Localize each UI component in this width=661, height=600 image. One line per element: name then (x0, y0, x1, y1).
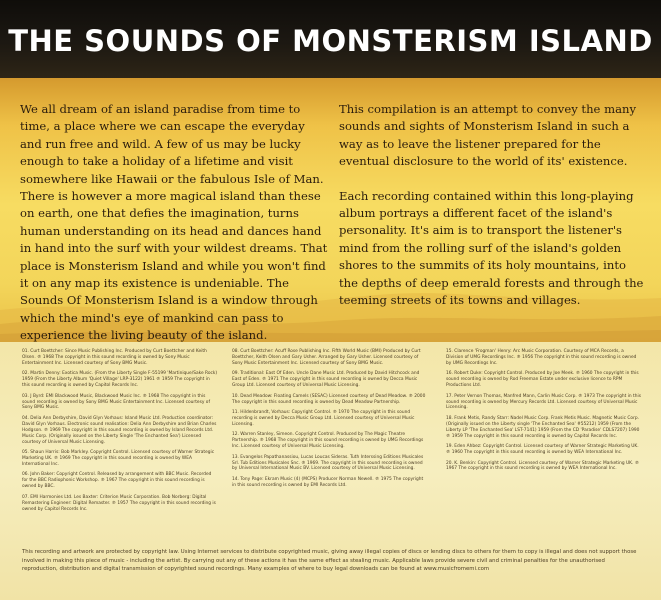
track-credit: 08. Curt Boettcher: Acuff Rose Publishing Inc. Fifth World Music (BMI) Produced by Curt Boettcher, Keith Olsen and Gary Usher. Arranged by Gary Usher. Licensed courtesy of Sony Music Entertainment Inc. Licensed courtesy of Sony BMG Music. (232, 349, 421, 366)
track-credit: 09. Traditional: East Of Eden. Uncle Dane Music Ltd. Produced by David Hitchcock and East of Eden. ℗ 1971 The copyright in this sound recording is owned by Decca Music Group Ltd. Licensed courtesy of Universal Music Licensing. (232, 371, 420, 389)
track-credit: 19. Eden Ahbez: Copyright Control. Licensed courtesy of Warner Strategic Marketing UK. ℗ 1960 The copyright in this sound recording is owned by WEA International Inc. (446, 444, 639, 456)
intro-left-column (20, 101, 329, 342)
credits-column-2 (232, 349, 428, 493)
track-credit: 14. Tony Page: Ekram Music (4) (MCPS) Producer Norman Newell. ℗ 1975 The copyright in this sound recording is owned by EMI Records Ltd. (232, 476, 424, 488)
track-credit: 03. J Byrd: EMI Blackwood Music, Blackwood Music Inc. ℗ 1968 The copyright in this sound recording is owned by Sony BMG Music Entertainment Inc. Licensed courtesy of Sony BMG Music. (22, 393, 210, 411)
track-credits-panel (0, 342, 661, 600)
intro-paragraph: We all dream of an island paradise from time to time, a place where we can escape the everyday and run free and wild. A few of us may be lucky enough to take a holiday of a lifetime and visit somewhere like Hawaii or the fabulous Isle of Man. There is however a more magical island than these on earth, one that defies the imagination, turns human understanding on its head and dances hand in hand into the surf with your wildest dreams. That place is Monsterism Island and while you won't find it on any map its existence is undeniable. The Sounds Of Monsterism Island is a window through which the mind's eye of mankind can pass to experience the living beauty of the island. (20, 102, 328, 342)
credits-column-3 (446, 349, 642, 477)
track-credit: 15. Clarence 'Frogman' Henry: Arc Music Corporation. Courtesy of MCA Records, a Division of UMG Recordings Inc. ℗ 1956 The copyright in this sound recording is owned by UMG Recordings Inc. (446, 349, 637, 366)
track-credit: 05. Shaun Harris: Bob Markley. Copyright Control. Licensed courtesy of Warner Strategic Marketing UK. ℗ 1969 The copyright in this sound recording is owned by WEA International Inc. (22, 450, 215, 467)
track-credit: 02. Martin Denny: Exotica Music. (From the Liberty Single F-55199 'Martinique/Sake Rock) 1959 (From the Liberty Album 'Quiet Village' LRP-3122) 1961 ℗ 1959 The copyright in this sound recording is owned by Capitol Records Inc. (22, 371, 218, 389)
page-title: THE SOUNDS OF MONSTERISM ISLAND (8, 24, 653, 58)
track-credit: 04. Delia Ann Derbyshire, David Glyn Vorhaus: Island Music Ltd. Production coordinator: David Glyn Vorhaus. Electronic sound realisation: Delia Ann Derbyshire and Brian Charles Hodgson. ℗ 1969 The copyright in this sound recording is owned by Island Records Ltd. Music Corp. (Originally issued on the Liberty Single 'The Enchanted Sea') Licensed courtesy of Universal Music Licensing. (22, 415, 217, 445)
track-credit: 13. Evangelos Papathanassiou, Lucas Loucas Sideras. Tuth Interssing Editions Musicales Srl. Tub Editions Musicales Snc. ℗ 1969. The copyright in this sound recording is owned by Universal International Music BV. Licensed courtesy of Universal Music Licensing. (232, 454, 424, 472)
track-credit: 20. K. Benkin: Copyright Control. Licensed courtesy of Warner Strategic Marketing UK. ℗ 1967 The copyright in this sound recording is owned by WEA International Inc. (446, 460, 640, 472)
intro-right-column (339, 101, 644, 309)
intro-paragraph: Each recording contained within this long-playing album portrays a different facet of the island's personality. It's aim is to transport the listener's mind from the rolling surf of the island's golden shores to the summits of its holy mountains, into the depths of deep emerald forests and through the teeming streets of its towns and villages. (339, 188, 644, 308)
track-credit: 07. EMI Harmonies Ltd. Les Baxter: Criterion Music Corporation. Bob Norberg: Digital Remastering Engineer: Digital Remaster. ℗ 1957 The copyright in this sound recording is owned by Capitol Records Inc. (22, 494, 216, 512)
track-credit: 06. John Baker: Copyright Control. Released by arrangement with BBC Music. Recorded for the BBC Radiophonic Workshop. ℗ 1967 The copyright in this sound recording is owned by BBC. (22, 472, 212, 490)
track-credit: 18. Frank Metis, Randy Starr: Nadel Music Corp. Frank Metis Music. Magnetic Music Corp. (Originally issued on the Liberty single 'The Enchanted Sea' #55212) 1959 (From the Liberty LP 'The Enchanted Sea' LST-7141) 1959 (From the CD 'Paradise' CDLS7207) 1990 ℗ 1959 The copyright in this sound recording is owned by Capitol Records Inc. (446, 415, 640, 439)
track-credit: 11. Hildenbrandt, Vorhaus: Copyright Control. ℗ 1970 The copyright in this sound recording is owned by Decca Music Group Ltd. Licensed courtesy of Universal Music Licensing. (232, 410, 415, 427)
header-band (0, 0, 661, 78)
track-credit: 01. Curt Boettcher: Since Music Publishing Inc. Produced by Curt Boettcher and Keith Olsen. ℗ 1968 The copyright in this sound recording is owned by Sony Music Entertainment Inc. Licensed courtesy of Sony BMG Music. (22, 349, 207, 366)
intro-paragraph: This compilation is an attempt to convey the many sounds and sights of Monsterism Island in such a way as to leave the listener prepared for the eventual disclosure to the world of its' existence. (339, 102, 637, 169)
sleeve-notes-panel (0, 78, 661, 342)
track-credit: 16. Robert Duke: Copyright Control. Produced by Joe Meek. ℗ 1960 The copyright in this sound recording is owned by Rod Freeman Estate under exclusive licence to RPM Productions Ltd. (446, 371, 639, 389)
track-credit: 17. Peter Vernon Thomas, Manfred Mann, Carlin Music Corp. ℗ 1973 The copyright in this sound recording is owned by Mercury Records Ltd. Licensed courtesy of Universal Music Licensing. (446, 393, 641, 411)
track-credit: 10. Dead Meadow: Floating Camels (SESAC) Licensed courtesy of Dead Meadow. ℗ 2000 The copyright in this sound recording is owned by Dead Meadow Partnership. (232, 393, 426, 405)
copyright-notice: This recording and artwork are protected by copyright law. Using Internet services to distribute copyrighted music, giving away illegal copies of discs or lending discs to others for them to copy is illegal and does not support those involved in making this piece of music - including the artist. By carrying out any of these actions it has the same effect as stealing music. Applicable laws provide severe civil and criminal penalties for the unauthorised reproduction, distribution and digital transmission of copyrighted sound recordings. Many examples of where to buy legal downloads can be found at www.musicfromemi.com (22, 549, 637, 573)
credits-column-1 (22, 349, 218, 517)
track-credit: 12. Warren Stanley, Simeon. Copyright Control. Produced by The Magic Theatre Partnership. ℗ 1968 The copyright in this sound recording is owned by UMG Recordings Inc. Licensed courtesy of Universal Music Licensing. (232, 432, 424, 450)
